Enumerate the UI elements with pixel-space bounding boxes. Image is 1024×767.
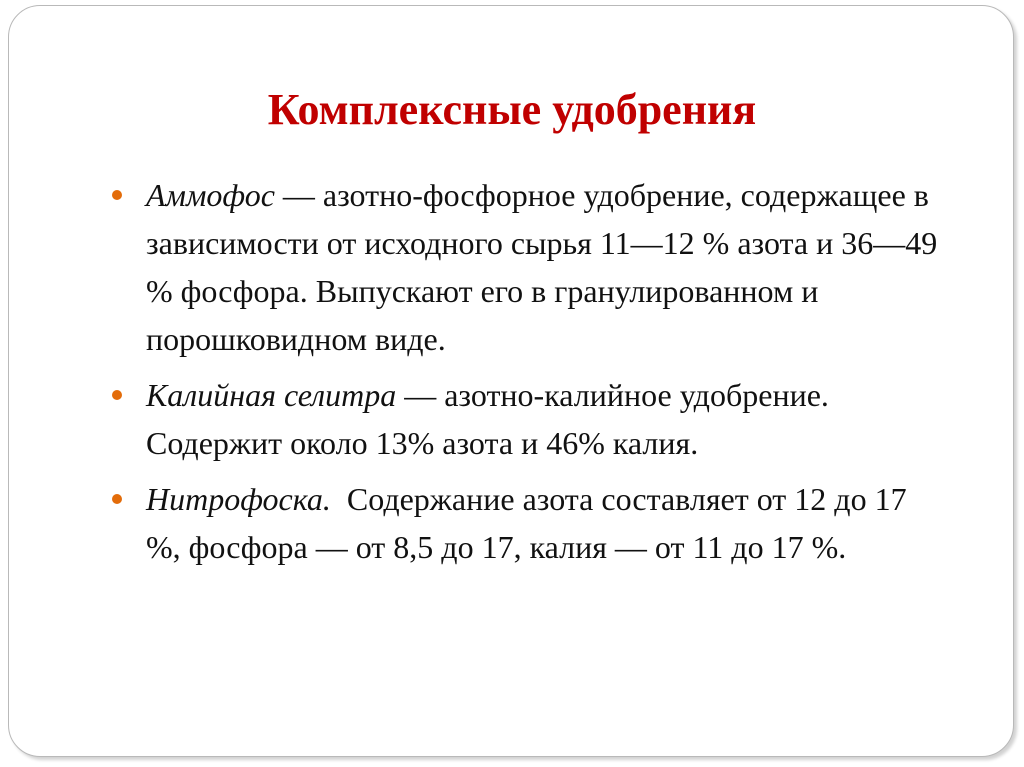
bullet-dot-icon xyxy=(112,494,122,504)
bullet-term: Нитрофоска. xyxy=(146,481,331,517)
bullet-term: Аммофос xyxy=(146,177,275,213)
bullet-dot-icon xyxy=(112,390,122,400)
bullet-item-ammophos xyxy=(110,171,940,363)
bullet-text: — азотно-калийное удобрение. Содержит около 13% азота и 46% калия. xyxy=(146,377,829,461)
slide-title: Комплексные удобрения xyxy=(267,85,757,134)
bullet-text: — азотно-фосфорное удобрение, содержащее в зависимости от исходного сырья 11—12 % азота и 36—49 % фосфора. Выпускают его в гранулированном и порошковидном виде. xyxy=(146,177,938,357)
bullet-item-potassium-nitrate xyxy=(110,371,940,467)
bullet-list xyxy=(110,171,940,579)
bullet-term: Калийная селитра xyxy=(146,377,397,413)
bullet-item-nitrophoska xyxy=(110,475,940,571)
bullet-dot-icon xyxy=(112,190,122,200)
bullet-text: Содержание азота составляет от 12 до 17 %, фосфора — от 8,5 до 17, калия — от 11 до 17 %. xyxy=(146,481,915,565)
